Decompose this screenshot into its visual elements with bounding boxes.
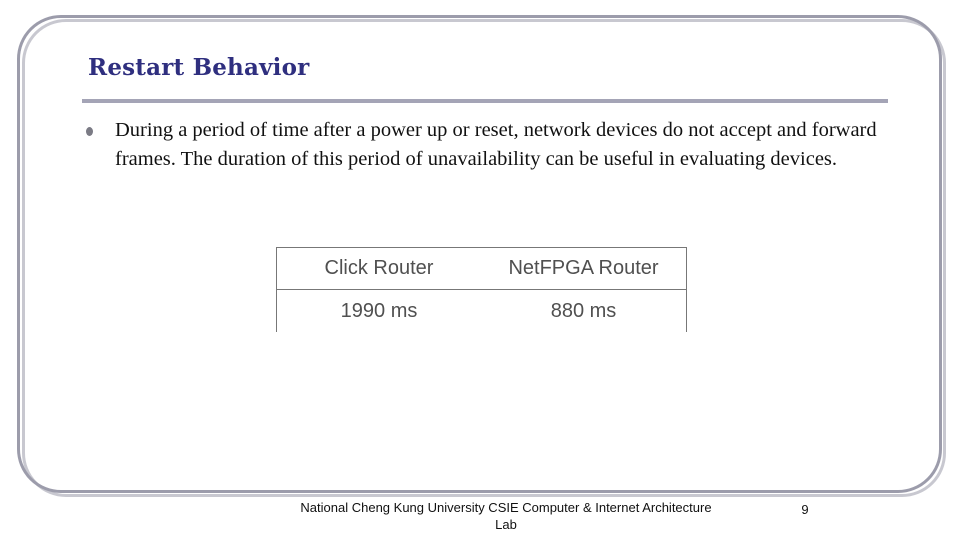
table-header-netfpga-router: NetFPGA Router [508,257,659,279]
footer-organization: National Cheng Kung University CSIE Computer & Internet Architecture Lab [300,500,712,532]
title-divider [82,99,888,103]
table-header-row [277,248,686,290]
table-header-click-router: Click Router [324,257,434,279]
table-cell-click-router: 1990 ms [340,299,418,322]
table-row [277,290,686,332]
page-number: 9 [801,502,809,517]
bullet-text: During a period of time after a power up or reset, network devices do not accept and forward frames. The duration of this period of unavailability can be useful in evaluating devices. [115,119,877,170]
slide-title: Restart Behavior [88,54,310,81]
restart-time-table [276,247,687,332]
bullet-icon [86,127,93,136]
table-cell-netfpga-router: 880 ms [550,299,617,322]
